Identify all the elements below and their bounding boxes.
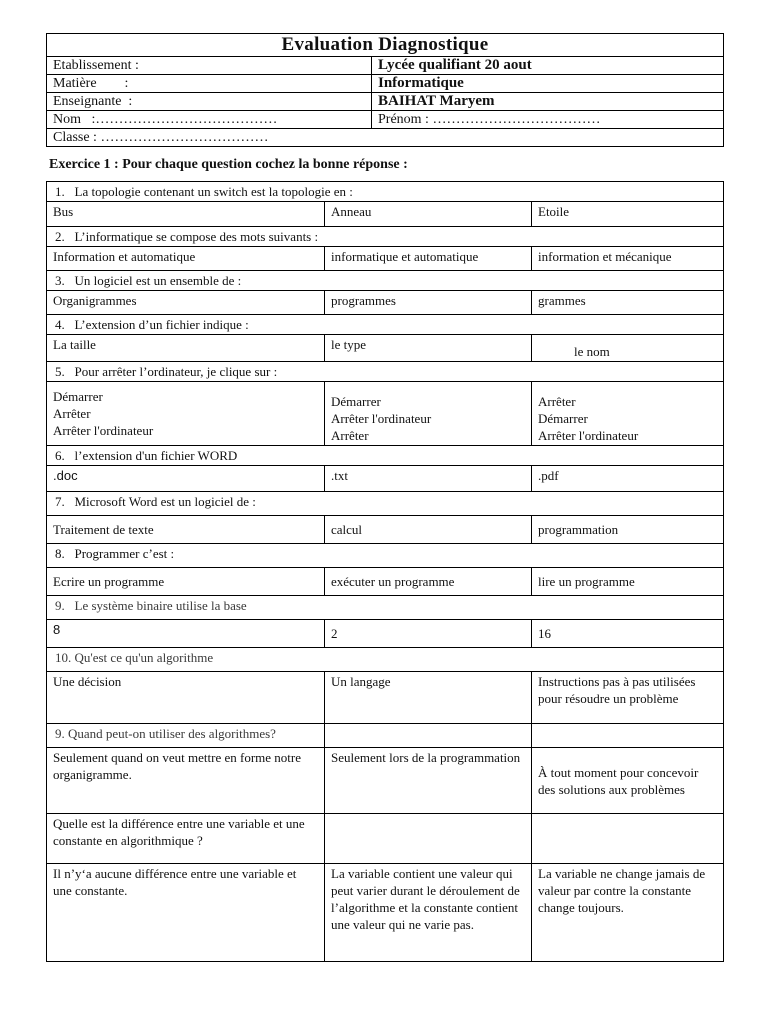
answer-9b[interactable]: 2 (325, 620, 532, 648)
answer-12c[interactable]: La variable ne change jamais de valeur par contre la constante change toujours. (532, 864, 724, 962)
enseignante-label: Enseignante : (47, 93, 372, 111)
answer-2c[interactable]: information et mécanique (532, 247, 724, 271)
matiere-label: Matière : (47, 75, 372, 93)
answer-8b[interactable]: exécuter un programme (325, 568, 532, 596)
page-title: Evaluation Diagnostique (47, 34, 724, 57)
answer-3c[interactable]: grammes (532, 291, 724, 315)
question-4: 4. L’extension d’un fichier indique : (47, 315, 724, 335)
question-2: 2. L’informatique se compose des mots suivants : (47, 227, 724, 247)
question-6: 6. l’extension d'un fichier WORD (47, 446, 724, 466)
question-10: 10. Qu'est ce qu'un algorithme (47, 648, 724, 672)
answer-3a[interactable]: Organigrammes (47, 291, 325, 315)
answer-4a[interactable]: La taille (47, 335, 325, 362)
answer-5a[interactable]: Démarrer Arrêter Arrêter l'ordinateur (47, 382, 325, 446)
question-8: 8. Programmer c’est : (47, 544, 724, 568)
answer-5b[interactable]: Démarrer Arrêter l'ordinateur Arrêter (325, 382, 532, 446)
etablissement-label: Etablissement : (47, 57, 372, 75)
answer-10a[interactable]: Une décision (47, 672, 325, 724)
question-1: 1. La topologie contenant un switch est la topologie en : (47, 182, 724, 202)
exercise-title: Exercice 1 : Pour chaque question cochez la bonne réponse : (49, 157, 408, 172)
prenom-field[interactable]: Prénom : ……………………………… (372, 111, 724, 129)
question-9: 9. Le système binaire utilise la base (47, 596, 724, 620)
answer-2a[interactable]: Information et automatique (47, 247, 325, 271)
answer-7a[interactable]: Traitement de texte (47, 516, 325, 544)
answer-7b[interactable]: calcul (325, 516, 532, 544)
question-12: Quelle est la différence entre une variable et une constante en algorithmique ? (47, 814, 325, 864)
question-3: 3. Un logiciel est un ensemble de : (47, 271, 724, 291)
answer-9a[interactable]: 8 (47, 620, 325, 648)
answer-11b[interactable]: Seulement lors de la programmation (325, 748, 532, 814)
answer-9c[interactable]: 16 (532, 620, 724, 648)
answer-5c[interactable]: Arrêter Démarrer Arrêter l'ordinateur (532, 382, 724, 446)
answer-10c[interactable]: Instructions pas à pas utilisées pour résoudre un problème (532, 672, 724, 724)
answer-1c[interactable]: Etoile (532, 202, 724, 227)
answer-12b[interactable]: La variable contient une valeur qui peut varier durant le déroulement de l’algorithme et la constante contient une valeur qui ne varie pas. (325, 864, 532, 962)
answer-1b[interactable]: Anneau (325, 202, 532, 227)
answer-12a[interactable]: Il n’y‘a aucune différence entre une variable et une constante. (47, 864, 325, 962)
classe-field[interactable]: Classe : ……………………………… (47, 129, 724, 147)
answer-8c[interactable]: lire un programme (532, 568, 724, 596)
answer-4b[interactable]: le type (325, 335, 532, 362)
answer-6b[interactable]: .txt (325, 466, 532, 492)
questions-table (46, 181, 724, 962)
question-7: 7. Microsoft Word est un logiciel de : (47, 492, 724, 516)
answer-10b[interactable]: Un langage (325, 672, 532, 724)
nom-field[interactable]: Nom :………………………………… (47, 111, 372, 129)
header-table (46, 33, 724, 147)
enseignante-value: BAIHAT Maryem (372, 93, 724, 111)
question-11-empty-b (325, 724, 532, 748)
question-12-empty-c (532, 814, 724, 864)
etablissement-value: Lycée qualifiant 20 aout (372, 57, 724, 75)
answer-7c[interactable]: programmation (532, 516, 724, 544)
answer-3b[interactable]: programmes (325, 291, 532, 315)
answer-11c[interactable]: À tout moment pour concevoir des solutions aux problèmes (532, 748, 724, 814)
question-5: 5. Pour arrêter l’ordinateur, je clique sur : (47, 362, 724, 382)
answer-2b[interactable]: informatique et automatique (325, 247, 532, 271)
answer-1a[interactable]: Bus (47, 202, 325, 227)
matiere-value: Informatique (372, 75, 724, 93)
answer-6c[interactable]: .pdf (532, 466, 724, 492)
question-11-empty-c (532, 724, 724, 748)
answer-11a[interactable]: Seulement quand on veut mettre en forme notre organigramme. (47, 748, 325, 814)
answer-8a[interactable]: Ecrire un programme (47, 568, 325, 596)
answer-4c[interactable]: le nom (532, 335, 724, 362)
answer-6a[interactable]: .doc (47, 466, 325, 492)
question-12-empty-b (325, 814, 532, 864)
question-11: 9. Quand peut-on utiliser des algorithmes? (47, 724, 325, 748)
